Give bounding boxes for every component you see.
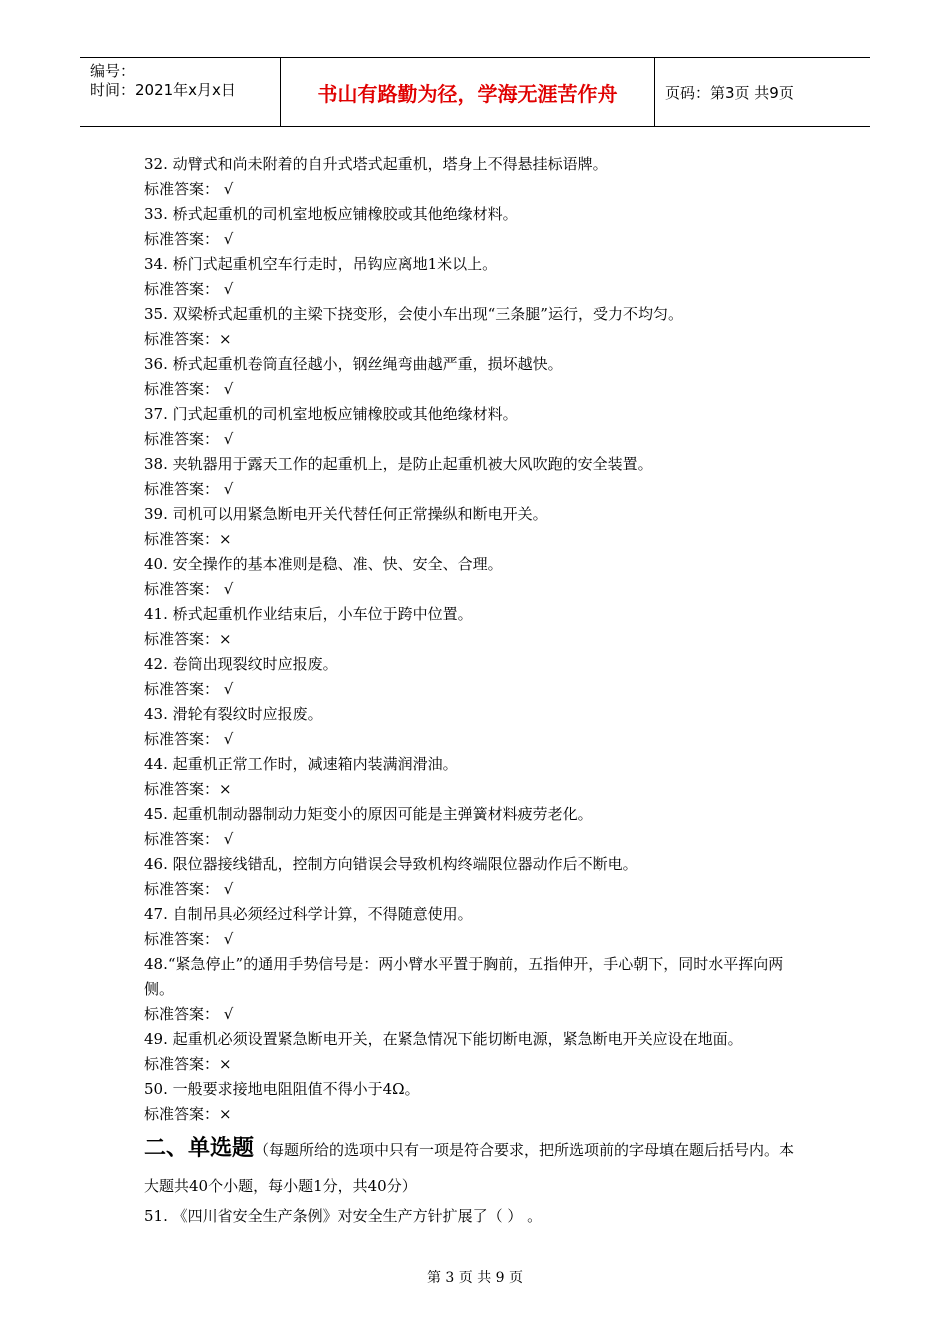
question-text: 40. 安全操作的基本准则是稳、准、快、安全、合理。 <box>144 555 503 573</box>
answer-line: 标准答案：× <box>144 1055 232 1073</box>
question-text: 38. 夹轨器用于露天工作的起重机上，是防止起重机被大风吹跑的安全装置。 <box>144 455 653 473</box>
question-text: 37. 门式起重机的司机室地板应铺橡胶或其他绝缘材料。 <box>144 405 518 423</box>
question-text: 48.“紧急停止”的通用手势信号是：两小臂水平置于胸前，五指伸开，手心朝下，同时水平挥向两侧。 <box>144 955 784 998</box>
section-title: 二、单选题 <box>144 1136 255 1161</box>
answer-line: 标准答案： √ <box>144 730 234 748</box>
answer-line: 标准答案： √ <box>144 880 234 898</box>
question-text: 47. 自制吊具必须经过科学计算，不得随意使用。 <box>144 905 473 923</box>
question-51: 51. 《四川省安全生产条例》对安全生产方针扩展了（ ） 。 <box>144 1207 543 1225</box>
header-page-info: 页码：第3页 共9页 <box>665 83 794 102</box>
page-footer: 第 3 页 共 9 页 <box>426 1270 524 1286</box>
answer-line: 标准答案：× <box>144 530 232 548</box>
document-number-label: 编号： <box>90 62 136 80</box>
answer-line: 标准答案： √ <box>144 230 234 248</box>
question-text: 36. 桥式起重机卷筒直径越小，钢丝绳弯曲越严重，损坏越快。 <box>144 355 563 373</box>
page-header <box>80 57 870 127</box>
document-date-label: 时间：2021年x月x日 <box>90 81 236 99</box>
header-meta <box>80 58 281 126</box>
question-text: 41. 桥式起重机作业结束后，小车位于跨中位置。 <box>144 605 473 623</box>
answer-line: 标准答案： √ <box>144 1005 234 1023</box>
answer-line: 标准答案： √ <box>144 280 234 298</box>
document-body <box>144 152 809 1229</box>
answer-line: 标准答案：× <box>144 330 232 348</box>
section-instructions: （每题所给的选项中只有一项是符合要求，把所选项前的字母填在题后括号内。本大题共40个小题，每小题1分，共40分） <box>144 1141 795 1195</box>
answer-line: 标准答案：× <box>144 780 232 798</box>
question-text: 34. 桥门式起重机空车行走时，吊钩应离地1米以上。 <box>144 255 498 273</box>
question-text: 35. 双梁桥式起重机的主梁下挠变形，会使小车出现“三条腿”运行，受力不均匀。 <box>144 305 683 323</box>
answer-line: 标准答案： √ <box>144 180 234 198</box>
question-text: 32. 动臂式和尚未附着的自升式塔式起重机，塔身上不得悬挂标语牌。 <box>144 155 608 173</box>
question-text: 50. 一般要求接地电阻阻值不得小于4Ω。 <box>144 1080 420 1098</box>
question-text: 44. 起重机正常工作时，减速箱内装满润滑油。 <box>144 755 458 773</box>
answer-line: 标准答案： √ <box>144 680 234 698</box>
header-motto: 书山有路勤为径，学海无涯苦作舟 <box>281 58 655 126</box>
section-heading <box>144 1131 809 1204</box>
answer-line: 标准答案： √ <box>144 380 234 398</box>
answer-line: 标准答案： √ <box>144 930 234 948</box>
answer-line: 标准答案： √ <box>144 430 234 448</box>
question-text: 45. 起重机制动器制动力矩变小的原因可能是主弹簧材料疲劳老化。 <box>144 805 593 823</box>
question-text: 42. 卷筒出现裂纹时应报废。 <box>144 655 338 673</box>
question-text: 33. 桥式起重机的司机室地板应铺橡胶或其他绝缘材料。 <box>144 205 518 223</box>
question-text: 43. 滑轮有裂纹时应报废。 <box>144 705 323 723</box>
answer-line: 标准答案：× <box>144 630 232 648</box>
answer-line: 标准答案： √ <box>144 580 234 598</box>
question-text: 49. 起重机必须设置紧急断电开关，在紧急情况下能切断电源，紧急断电开关应设在地面。 <box>144 1030 743 1048</box>
question-text: 39. 司机可以用紧急断电开关代替任何正常操纵和断电开关。 <box>144 505 548 523</box>
question-list <box>144 152 809 1127</box>
answer-line: 标准答案：× <box>144 1105 232 1123</box>
question-text: 46. 限位器接线错乱，控制方向错误会导致机构终端限位器动作后不断电。 <box>144 855 638 873</box>
answer-line: 标准答案： √ <box>144 830 234 848</box>
answer-line: 标准答案： √ <box>144 480 234 498</box>
